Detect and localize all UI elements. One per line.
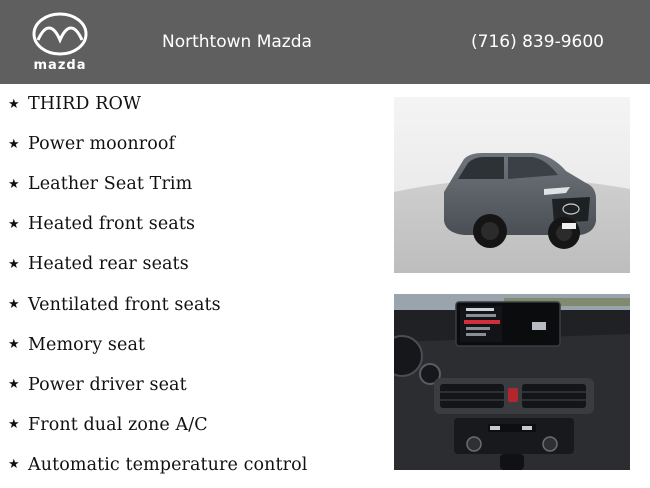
list-item <box>0 204 380 244</box>
dealer-name[interactable]: Northtown Mazda <box>162 32 312 52</box>
site-header <box>0 0 650 84</box>
star-icon: ★ <box>8 297 20 313</box>
feature-list <box>0 84 380 485</box>
list-item <box>0 405 380 445</box>
car-exterior-photo <box>394 97 630 273</box>
list-item <box>0 365 380 405</box>
list-item <box>0 244 380 284</box>
feature-text: Power moonroof <box>28 134 176 155</box>
dashboard-interior-photo <box>394 294 630 470</box>
feature-text: Heated front seats <box>28 214 196 235</box>
feature-text: Memory seat <box>28 334 146 355</box>
star-icon: ★ <box>8 176 20 192</box>
star-icon: ★ <box>8 136 20 152</box>
list-item <box>0 325 380 365</box>
list-item <box>0 445 380 485</box>
feature-text: THIRD ROW <box>28 94 142 115</box>
feature-text: Ventilated front seats <box>28 294 221 315</box>
list-item <box>0 284 380 324</box>
star-icon: ★ <box>8 256 20 272</box>
star-icon: ★ <box>8 337 20 353</box>
feature-text: Heated rear seats <box>28 254 189 275</box>
list-item <box>0 164 380 204</box>
star-icon: ★ <box>8 417 20 433</box>
mazda-logo[interactable] <box>24 10 96 76</box>
interior-photo[interactable] <box>394 294 630 470</box>
dealer-phone[interactable]: (716) 839-9600 <box>471 32 604 52</box>
feature-text: Front dual zone A/C <box>28 414 208 435</box>
logo-wordmark: mazda <box>33 58 87 73</box>
feature-text: Automatic temperature control <box>28 454 308 475</box>
star-icon: ★ <box>8 457 20 473</box>
star-icon: ★ <box>8 96 20 112</box>
star-icon: ★ <box>8 216 20 232</box>
feature-text: Leather Seat Trim <box>28 174 193 195</box>
list-item <box>0 124 380 164</box>
feature-text: Power driver seat <box>28 374 187 395</box>
list-item <box>0 84 380 124</box>
exterior-photo[interactable] <box>394 97 630 273</box>
star-icon: ★ <box>8 377 20 393</box>
mazda-wing-logo-icon <box>24 10 96 58</box>
